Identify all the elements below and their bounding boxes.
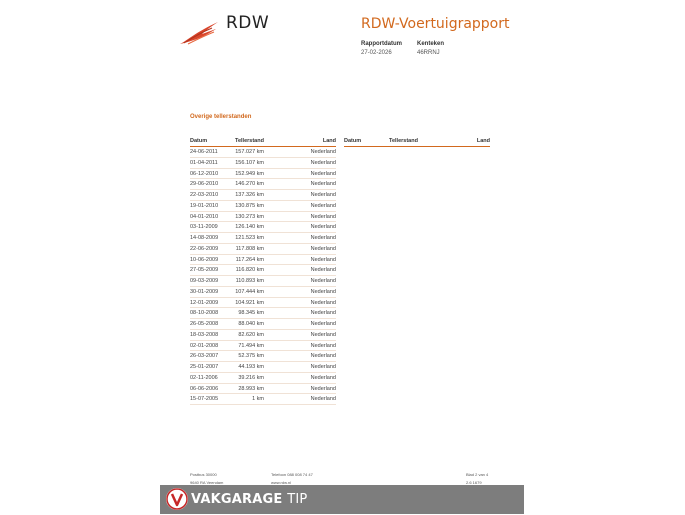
- cell-land: Nederland: [310, 181, 336, 188]
- table-row: [190, 201, 336, 212]
- header-datum-right: Datum: [344, 138, 362, 144]
- table-row: [190, 244, 336, 255]
- cell-datum: 22-06-2009: [190, 245, 219, 252]
- cell-land: Nederland: [310, 385, 336, 392]
- cell-tellerstand: 52.375 km: [238, 353, 264, 360]
- vakgarage-banner[interactable]: [160, 485, 524, 514]
- table-row: [190, 233, 336, 244]
- cell-tellerstand: 121.523 km: [235, 235, 264, 241]
- cell-land: Nederland: [310, 342, 336, 349]
- cell-tellerstand: 146.270 km: [235, 181, 264, 188]
- table-row: [190, 222, 336, 233]
- cell-datum: 22-03-2010: [190, 192, 219, 198]
- section-title: Overige tellerstanden: [190, 114, 252, 120]
- cell-datum: 26-03-2007: [190, 353, 219, 360]
- cell-land: Nederland: [310, 310, 336, 317]
- footer-website: www.rdw.nl: [271, 480, 292, 485]
- table-row: [190, 287, 336, 298]
- cell-datum: 06-06-2006: [190, 385, 219, 392]
- cell-datum: 25-01-2007: [190, 364, 219, 370]
- cell-land: Nederland: [310, 299, 336, 306]
- vakgarage-logo-icon: [166, 488, 188, 510]
- cell-land: Nederland: [310, 353, 336, 360]
- cell-tellerstand: 137.326 km: [235, 192, 264, 198]
- cell-land: Nederland: [310, 374, 336, 381]
- rapportdatum-block: [361, 40, 402, 58]
- odometer-table: [190, 138, 336, 405]
- cell-datum: 12-01-2009: [190, 299, 219, 306]
- cell-tellerstand: 71.494 km: [238, 342, 264, 349]
- cell-datum: 14-08-2009: [190, 235, 219, 241]
- cell-tellerstand: 126.140 km: [235, 224, 264, 231]
- rdw-logo-icon: [178, 20, 220, 51]
- cell-tellerstand: 157.027 km: [235, 149, 264, 155]
- cell-land: Nederland: [310, 364, 336, 370]
- banner-text: [191, 492, 307, 507]
- cell-datum: 18-03-2008: [190, 331, 219, 338]
- table-row: [190, 179, 336, 190]
- cell-datum: 19-01-2010: [190, 202, 219, 209]
- table-row: [190, 158, 336, 169]
- cell-tellerstand: 117.264 km: [235, 256, 264, 263]
- banner-suffix: TIP: [287, 492, 308, 507]
- cell-land: Nederland: [310, 245, 336, 252]
- footer-address-line: 9640 RA Veendam: [190, 480, 224, 485]
- table-row: [190, 394, 336, 405]
- header-tellerstand: Tellerstand: [235, 138, 264, 144]
- cell-datum: 03-11-2009: [190, 224, 218, 231]
- cell-land: Nederland: [310, 224, 336, 231]
- footer-postbus: Postbus 30000: [190, 472, 217, 477]
- cell-land: Nederland: [310, 235, 336, 241]
- table-row: [190, 276, 336, 287]
- cell-datum: 29-06-2010: [190, 181, 219, 188]
- cell-tellerstand: 39.216 km: [238, 374, 264, 381]
- cell-tellerstand: 104.921 km: [235, 299, 264, 306]
- cell-tellerstand: 116.820 km: [235, 267, 264, 274]
- table-row: [190, 265, 336, 276]
- footer-version: 2.6 1679: [466, 480, 482, 485]
- header-land: Land: [322, 138, 336, 144]
- footer-telefoon: Telefoon 088 008 74 47: [271, 472, 313, 477]
- cell-datum: 30-01-2009: [190, 288, 219, 295]
- cell-datum: 26-05-2008: [190, 321, 219, 327]
- table-row: [190, 169, 336, 180]
- cell-land: Nederland: [310, 213, 336, 220]
- cell-land: Nederland: [310, 256, 336, 263]
- table-row: [190, 298, 336, 309]
- rapportdatum-value: 27-02-2026: [361, 50, 392, 56]
- table-row: [190, 341, 336, 352]
- table-row: [190, 319, 336, 330]
- header-datum: Datum: [190, 138, 208, 144]
- rapportdatum-label: Rapportdatum: [361, 41, 402, 47]
- header-land-right: Land: [476, 138, 490, 144]
- kenteken-value: 46RRNJ: [417, 50, 440, 56]
- cell-tellerstand: 117.808 km: [235, 245, 264, 252]
- table-row: [190, 190, 336, 201]
- cell-tellerstand: 82.620 km: [238, 331, 264, 338]
- cell-land: Nederland: [310, 170, 336, 177]
- cell-land: Nederland: [310, 267, 336, 274]
- cell-tellerstand: 1 km: [252, 396, 264, 403]
- cell-land: Nederland: [310, 159, 336, 166]
- cell-land: Nederland: [310, 331, 336, 338]
- cell-land: Nederland: [310, 321, 336, 327]
- logo-text: RDW: [226, 13, 270, 33]
- cell-datum: 01-04-2011: [190, 159, 218, 166]
- table-header: [190, 138, 336, 147]
- cell-datum: 04-01-2010: [190, 213, 219, 220]
- cell-land: Nederland: [310, 149, 336, 155]
- table-row: [190, 147, 336, 158]
- cell-land: Nederland: [310, 192, 336, 198]
- cell-tellerstand: 88.040 km: [238, 321, 264, 327]
- cell-tellerstand: 44.193 km: [238, 364, 264, 370]
- cell-datum: 09-03-2009: [190, 278, 219, 284]
- table-row: [190, 308, 336, 319]
- cell-tellerstand: 152.949 km: [235, 170, 264, 177]
- cell-tellerstand: 130.875 km: [235, 202, 264, 209]
- table-row: [190, 362, 336, 373]
- cell-tellerstand: 107.444 km: [235, 288, 264, 295]
- cell-datum: 08-10-2008: [190, 310, 219, 317]
- cell-datum: 10-06-2009: [190, 256, 219, 263]
- cell-datum: 24-06-2011: [190, 149, 218, 155]
- table-row: [190, 212, 336, 223]
- cell-tellerstand: 28.993 km: [238, 385, 264, 392]
- cell-datum: 02-01-2008: [190, 342, 219, 349]
- table-row: [190, 351, 336, 362]
- cell-datum: 02-11-2006: [190, 374, 218, 381]
- report-title: RDW-Voertuigrapport: [361, 16, 510, 32]
- cell-tellerstand: 130.273 km: [235, 213, 264, 220]
- table-row: [190, 384, 336, 395]
- table-header-right: [344, 138, 490, 147]
- table-row: [190, 330, 336, 341]
- kenteken-block: [417, 40, 444, 58]
- cell-tellerstand: 98.345 km: [238, 310, 264, 317]
- table-row: [190, 373, 336, 384]
- cell-tellerstand: 110.893 km: [235, 278, 264, 284]
- table-row: [190, 255, 336, 266]
- kenteken-label: Kenteken: [417, 41, 445, 47]
- footer-page-number: Blad 2 van 4: [466, 472, 489, 477]
- cell-datum: 06-12-2010: [190, 170, 219, 177]
- cell-datum: 27-05-2009: [190, 267, 219, 274]
- cell-tellerstand: 156.107 km: [235, 159, 264, 166]
- cell-land: Nederland: [310, 288, 336, 295]
- cell-land: Nederland: [310, 278, 336, 284]
- cell-land: Nederland: [310, 202, 336, 209]
- header-tellerstand-right: Tellerstand: [389, 138, 418, 144]
- banner-brand: VAKGARAGE: [191, 492, 283, 507]
- cell-land: Nederland: [310, 396, 336, 403]
- odometer-table-right: [344, 138, 490, 147]
- cell-datum: 15-07-2005: [190, 396, 219, 403]
